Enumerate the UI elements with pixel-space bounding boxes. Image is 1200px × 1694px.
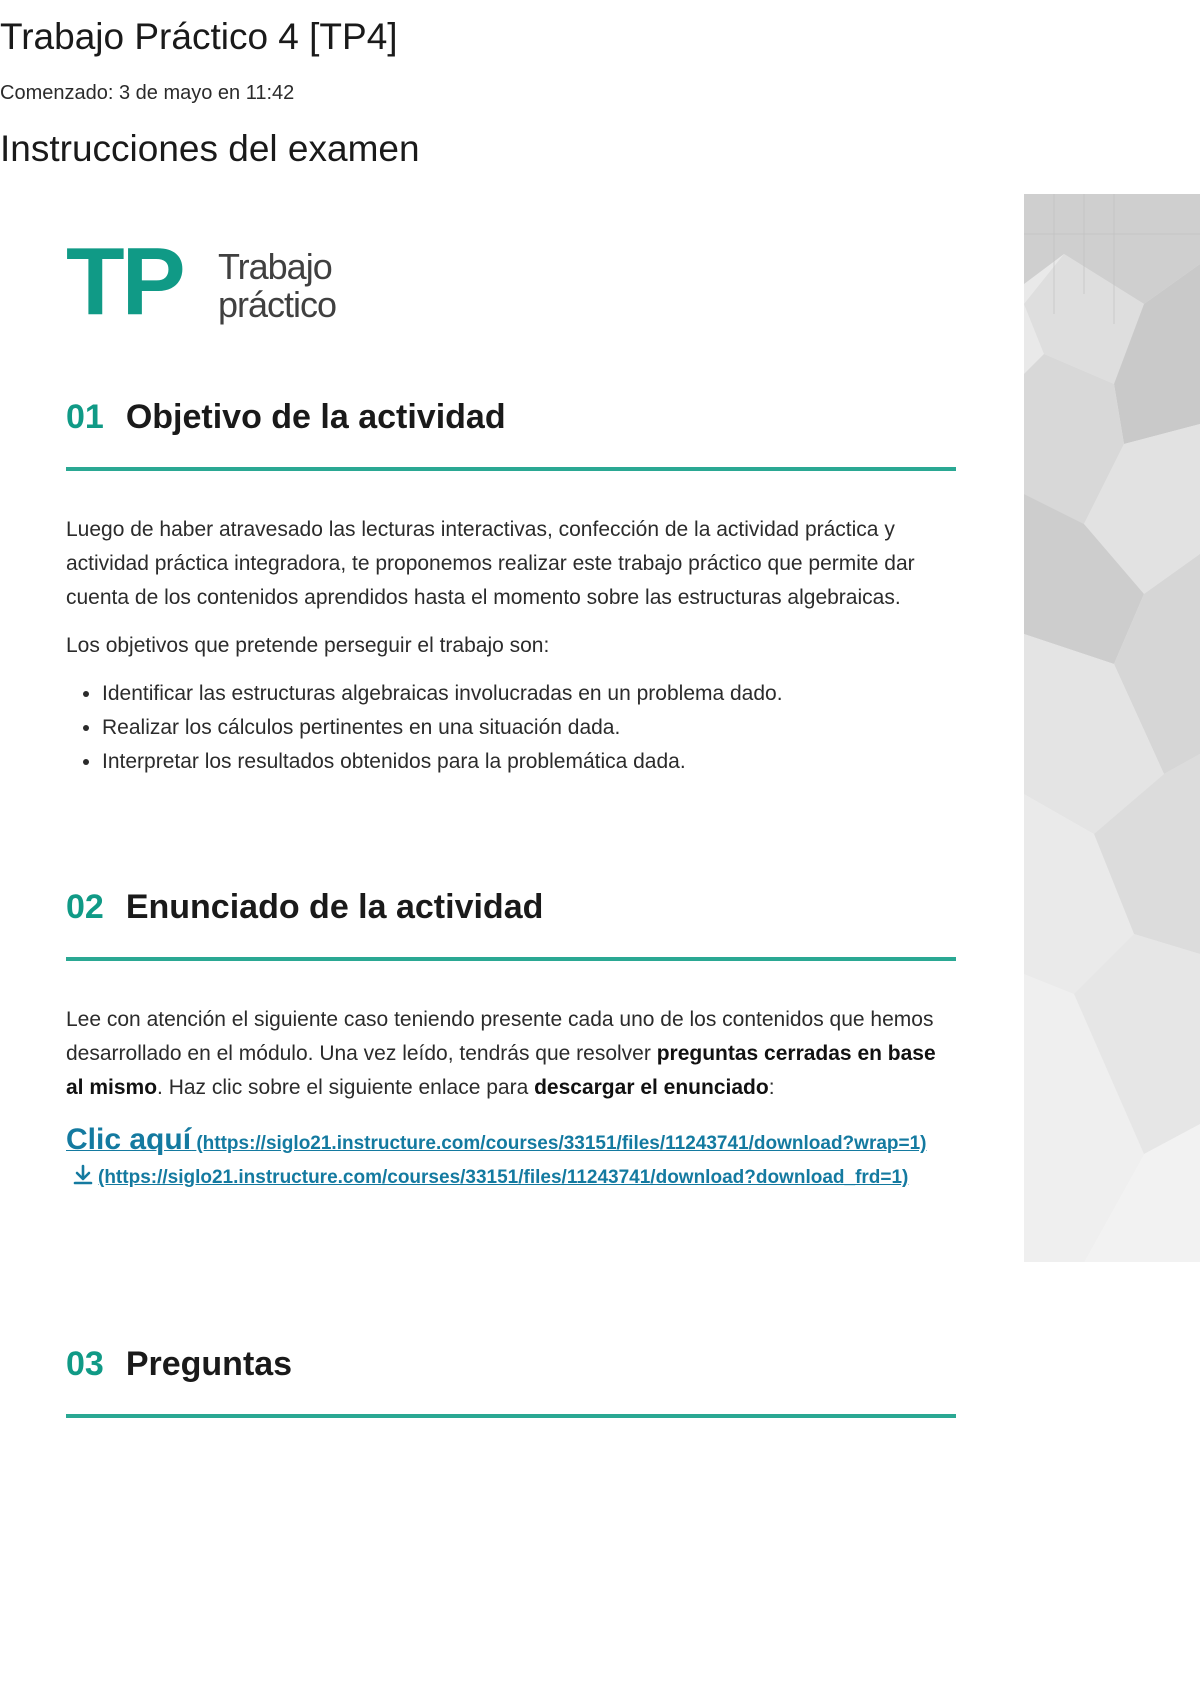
tp-logo-word xyxy=(218,248,336,324)
download-link[interactable]: (https://siglo21.instructure.com/courses/33151/files/11243741/download?download_frd=1) xyxy=(98,1167,909,1188)
section-divider xyxy=(66,1414,956,1418)
section-heading xyxy=(66,398,956,437)
page-title: Trabajo Práctico 4 [TP4] xyxy=(0,16,398,57)
section-enunciado xyxy=(66,888,956,1198)
section-title: Enunciado de la actividad xyxy=(125,888,544,926)
clic-aqui-link[interactable] xyxy=(66,1123,927,1156)
list-item: • Interpretar los resultados obtenidos para la problemática dada. xyxy=(102,745,956,779)
tp-logo-word-line1: Trabajo xyxy=(218,246,332,287)
enunciado-bold-text: descargar el enunciado xyxy=(534,1076,769,1099)
enunciado-bold-text: preguntas cerradas en base al mismo xyxy=(66,1042,936,1099)
section-number: 01 xyxy=(66,398,104,436)
enunciado-text: . Haz clic sobre el siguiente enlace para xyxy=(157,1076,535,1099)
tp-logo xyxy=(66,228,366,340)
enunciado-paragraph xyxy=(66,1003,956,1105)
section-number: 03 xyxy=(66,1345,104,1383)
tp-logo-mark: TP xyxy=(66,228,183,335)
tp-logo-word-line2: práctico xyxy=(218,284,337,325)
section-heading xyxy=(66,888,956,927)
download-icon[interactable] xyxy=(72,1164,94,1198)
list-item: • Identificar las estructuras algebraicas involucradas en un problema dado. xyxy=(102,677,956,711)
decorative-banner-image xyxy=(1024,194,1200,1262)
objectives-intro: Los objetivos que pretende perseguir el trabajo son: xyxy=(66,634,550,657)
download-links xyxy=(66,1123,956,1198)
section-heading xyxy=(66,1345,956,1384)
section-objetivo xyxy=(66,398,956,779)
started-timestamp: Comenzado: 3 de mayo en 11:42 xyxy=(0,82,295,104)
instructions-heading: Instrucciones del examen xyxy=(0,128,420,169)
list-item: • Realizar los cálculos pertinentes en una situación dada. xyxy=(102,711,956,745)
link-url: (https://siglo21.instructure.com/courses/33151/files/11243741/download?wrap=1) xyxy=(196,1133,927,1154)
section-divider xyxy=(66,957,956,961)
objectives-list xyxy=(66,677,956,779)
enunciado-text: : xyxy=(768,1076,775,1099)
objective-paragraph: Luego de haber atravesado las lecturas interactivas, confección de la actividad práctica y actividad práctica integradora, te proponemos realizar este trabajo práctico que permite dar cuenta de los contenidos aprendidos hasta el momento sobre las estructuras algebraicas. xyxy=(66,518,915,609)
section-preguntas xyxy=(66,1345,956,1418)
section-divider xyxy=(66,467,956,471)
enunciado-text: Lee con atención el siguiente caso teniendo presente cada uno de los contenidos que hemos desarrollado en el módulo. Una vez leído, tendrás que resolver xyxy=(66,1008,934,1065)
clic-aqui-label: Clic aquí xyxy=(66,1123,192,1156)
section-title: Objetivo de la actividad xyxy=(125,398,506,436)
section-title: Preguntas xyxy=(125,1345,293,1383)
section-number: 02 xyxy=(66,888,104,926)
